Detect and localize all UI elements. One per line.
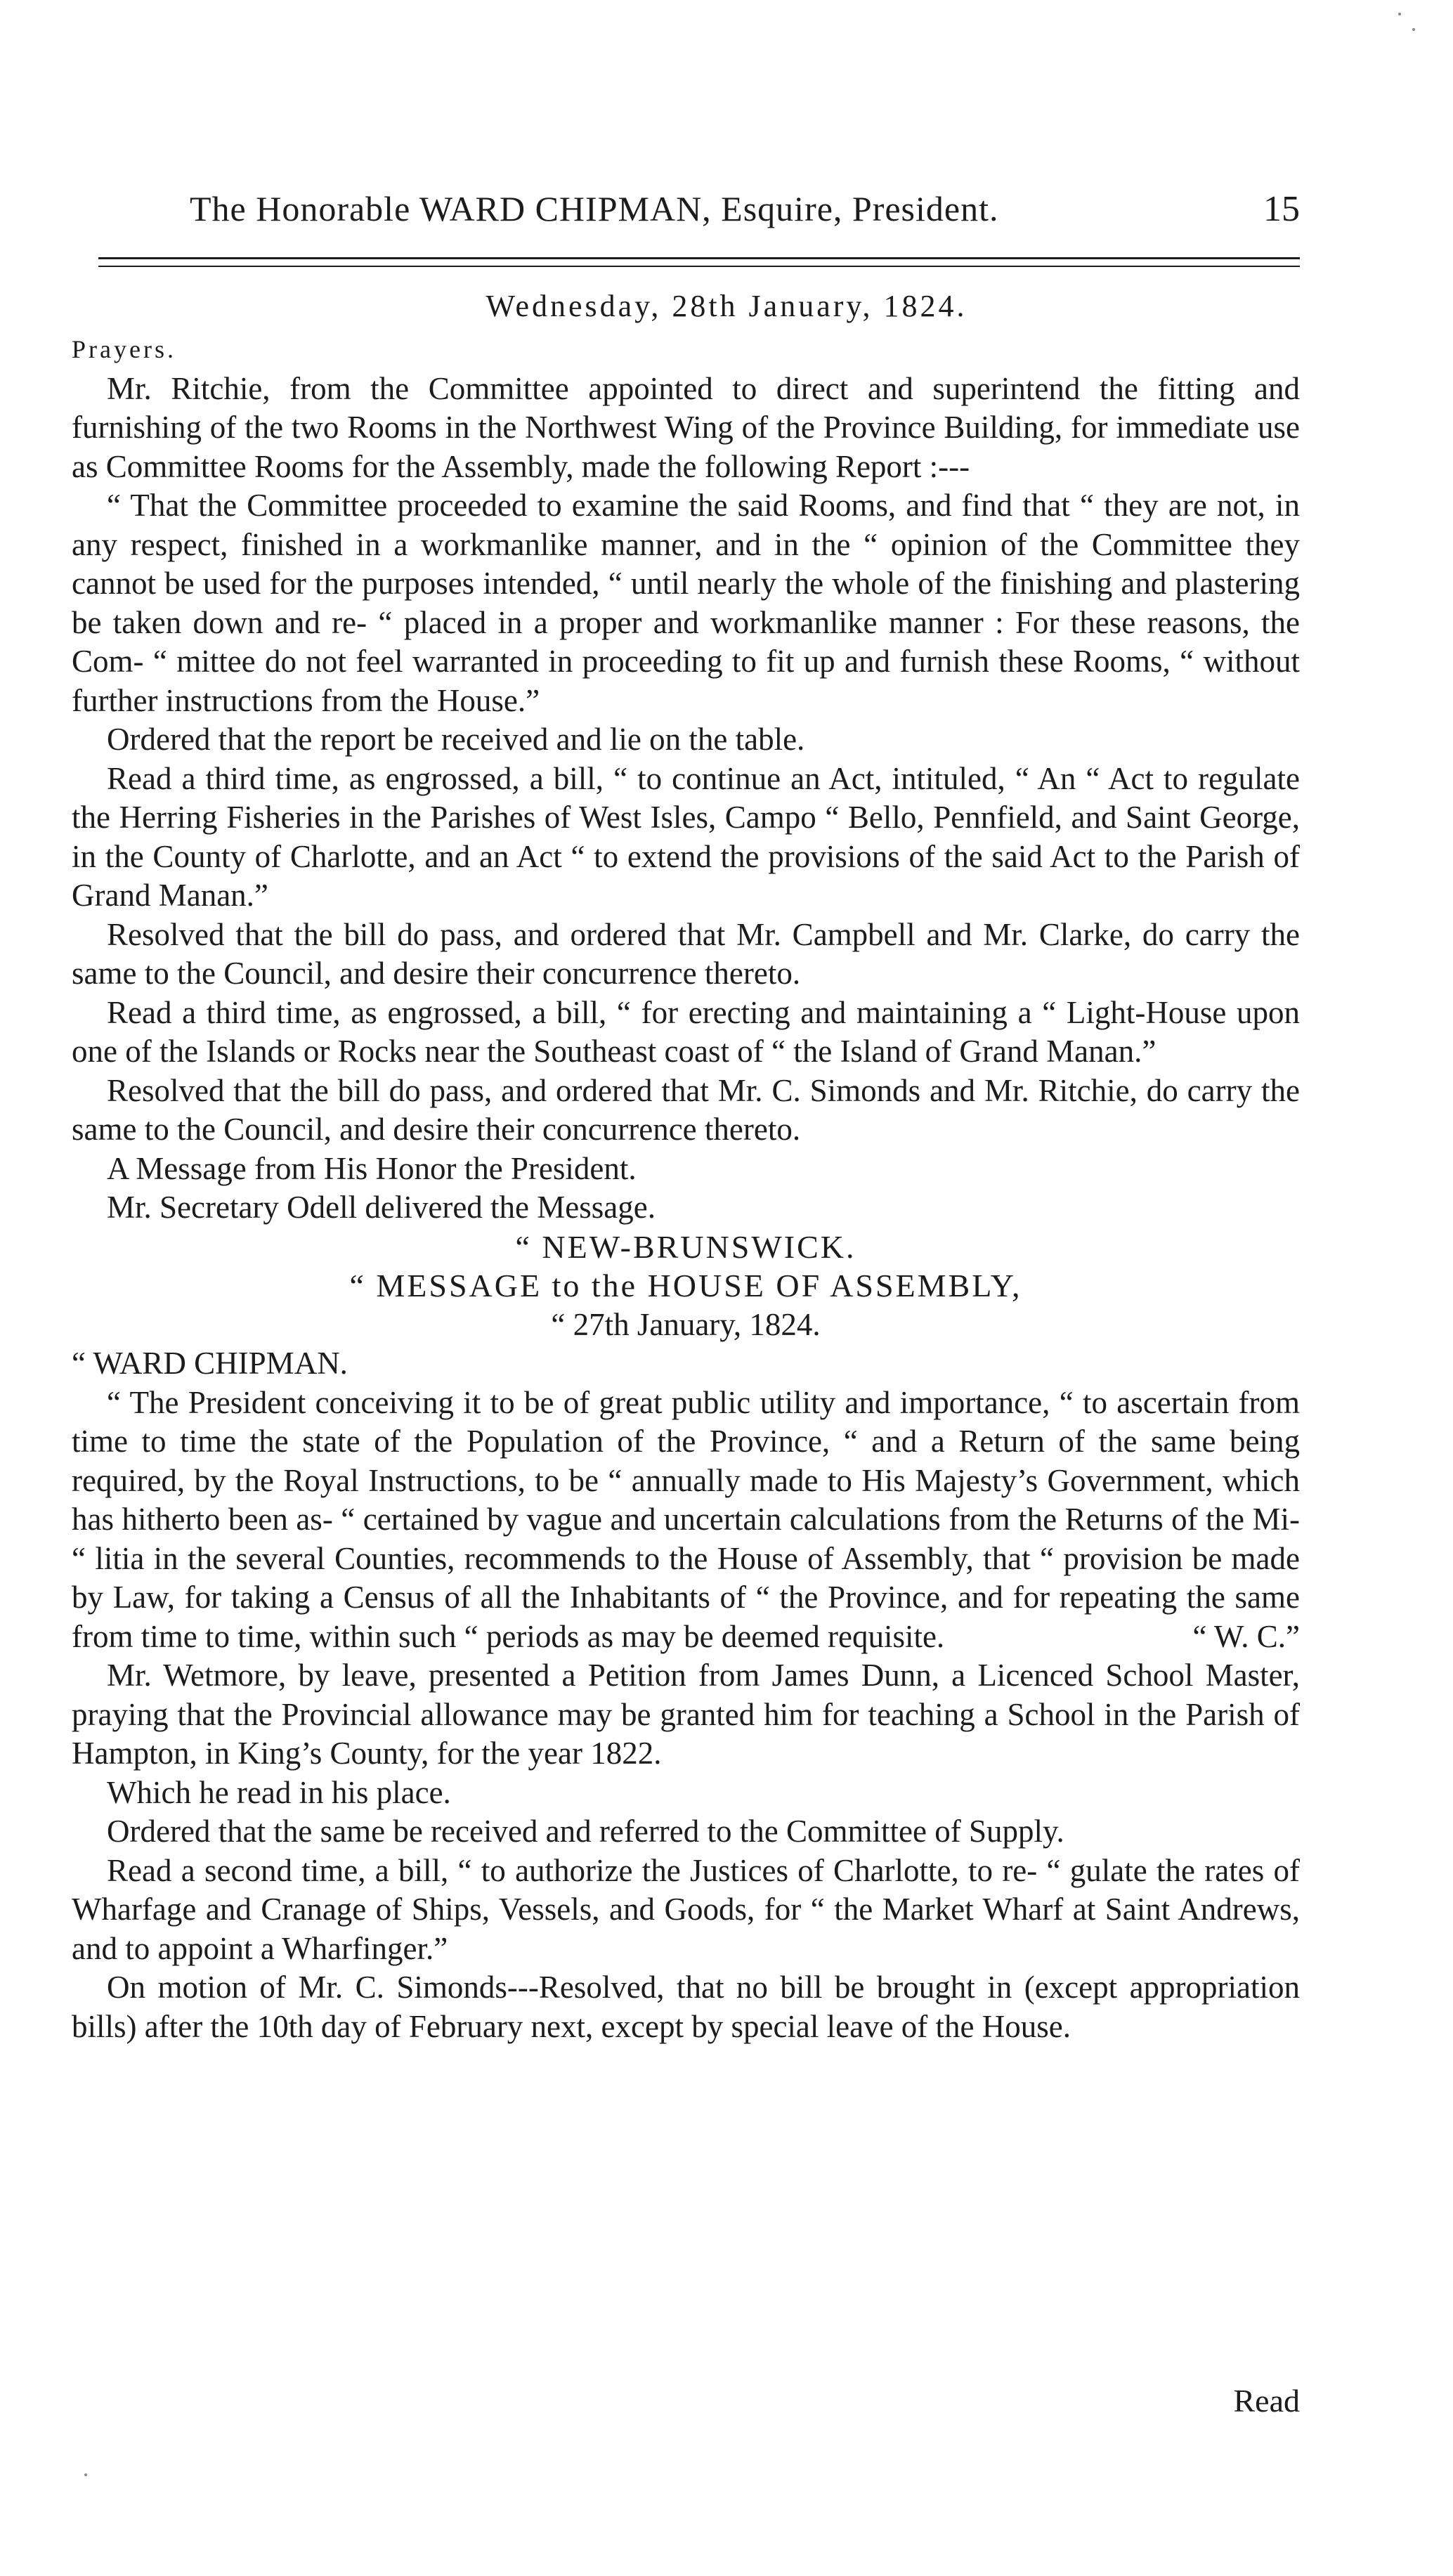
message-body: “ The President conceiving it to be of great public utility and importance, “ to ascertain from time to time the state of the Population of the Province, “ and a Return of the same being required, by the Royal Instructions, to be “ annually made to His Majesty’s Government, which has hitherto been as- “ certained by vague and uncertain calculations from the Returns of the Mi- “ litia in the several Counties, recommends to the House of Assembly, that “ provision be made by Law, for taking a Census of all the Inhabitants of “ the Province, and for repeating the same from time to time, within such “ periods as may be deemed requisite. [72,1384,1300,1654]
message-date: “ 27th January, 1824. [551,1306,821,1342]
prayers-heading: Prayers. [72,335,176,363]
paragraph-report-ordered: Ordered that the report be received and lie on the table. [107,722,805,757]
catchword: Read [1233,2383,1300,2419]
message-signature: “ WARD CHIPMAN. [72,1346,348,1381]
running-header [190,188,1300,245]
scan-speck [1412,28,1415,31]
header-rule-top [98,257,1300,259]
running-title: The Honorable WARD CHIPMAN, Esquire, President. [190,189,999,228]
journal-body [72,330,1300,2046]
paragraph-simonds-motion: On motion of Mr. C. Simonds---Resolved, that no bill be brought in (except appropriation bills) after the 10th day of February next, except by special leave of the House. [72,1970,1300,2044]
paragraph-read-in-place: Which he read in his place. [107,1774,451,1810]
paragraph-wetmore-petition: Mr. Wetmore, by leave, presented a Petition from James Dunn, a Licenced School Master, praying that the Provincial allowance may be granted him for teaching a School in the Parish of Hampton, in King’s County, for the year 1822. [72,1658,1300,1771]
paragraph-herring-resolved: Resolved that the bill do pass, and ordered that Mr. Campbell and Mr. Clarke, do carry the same to the Council, and desire their concurrence thereto. [72,916,1300,991]
paragraph-herring-bill: Read a third time, as engrossed, a bill, “ to continue an Act, intituled, “ An “ Act to regulate the Herring Fisheries in the Parishes of West Isles, Campo “ Bello, Pennfield, and Saint George, in the County of Charlotte, and an Act “ to extend the provisions of the said Act to the Parish of Grand Manan.” [72,760,1300,913]
paragraph-committee-report-quote: “ That the Committee proceeded to examine the said Rooms, and find that “ they are not, in any respect, finished in a workmanlike manner, and in the “ opinion of the Committee they cannot be used for the purposes intended, “ until nearly the whole of the finishing and plastering be taken down and re- “ placed in a proper and workmanlike manner : For these reasons, the Com- “ mittee do not feel warranted in proceeding to fit up and furnish these Rooms, “ without further instructions from the House.” [72,488,1300,718]
paragraph-message-delivered: Mr. Secretary Odell delivered the Message. [107,1190,656,1225]
paragraph-ritchie-report: Mr. Ritchie, from the Committee appointed to direct and superintend the fitting and furnishing of the two Rooms in the Northwest Wing of the Province Building, for immediate use as Committee Rooms for the Assembly, made the following Report :--- [72,370,1300,484]
paragraph-message-announced: A Message from His Honor the President. [107,1150,637,1186]
message-title: “ MESSAGE to the HOUSE OF ASSEMBLY, [349,1268,1022,1303]
message-province: “ NEW-BRUNSWICK. [515,1228,856,1265]
date-line: Wednesday, 28th January, 1824. [486,289,967,323]
message-initials: “ W. C.” [1192,1618,1300,1654]
paragraph-referred-supply: Ordered that the same be received and referred to the Committee of Supply. [107,1814,1064,1849]
header-rule-bottom [98,266,1300,267]
scan-speck [1398,13,1401,15]
paragraph-lighthouse-bill: Read a third time, as engrossed, a bill, “ for erecting and maintaining a “ Light-House upon one of the Islands or Rocks near the Southeast coast of “ the Island of Grand Manan.” [72,994,1300,1069]
paragraph-wharfage-bill: Read a second time, a bill, “ to authorize the Justices of Charlotte, to re- “ gulate the rates of Wharfage and Cranage of Ships, Vessels, and Goods, for “ the Market Wharf at Saint Andrews, and to appoint a Wharfinger.” [72,1852,1300,1966]
paragraph-lighthouse-resolved: Resolved that the bill do pass, and ordered that Mr. C. Simonds and Mr. Ritchie, do carry the same to the Council, and desire their concurrence thereto. [72,1072,1300,1147]
scan-speck [84,2473,87,2476]
message-text [72,1384,1300,1657]
page-number: 15 [1263,189,1300,229]
